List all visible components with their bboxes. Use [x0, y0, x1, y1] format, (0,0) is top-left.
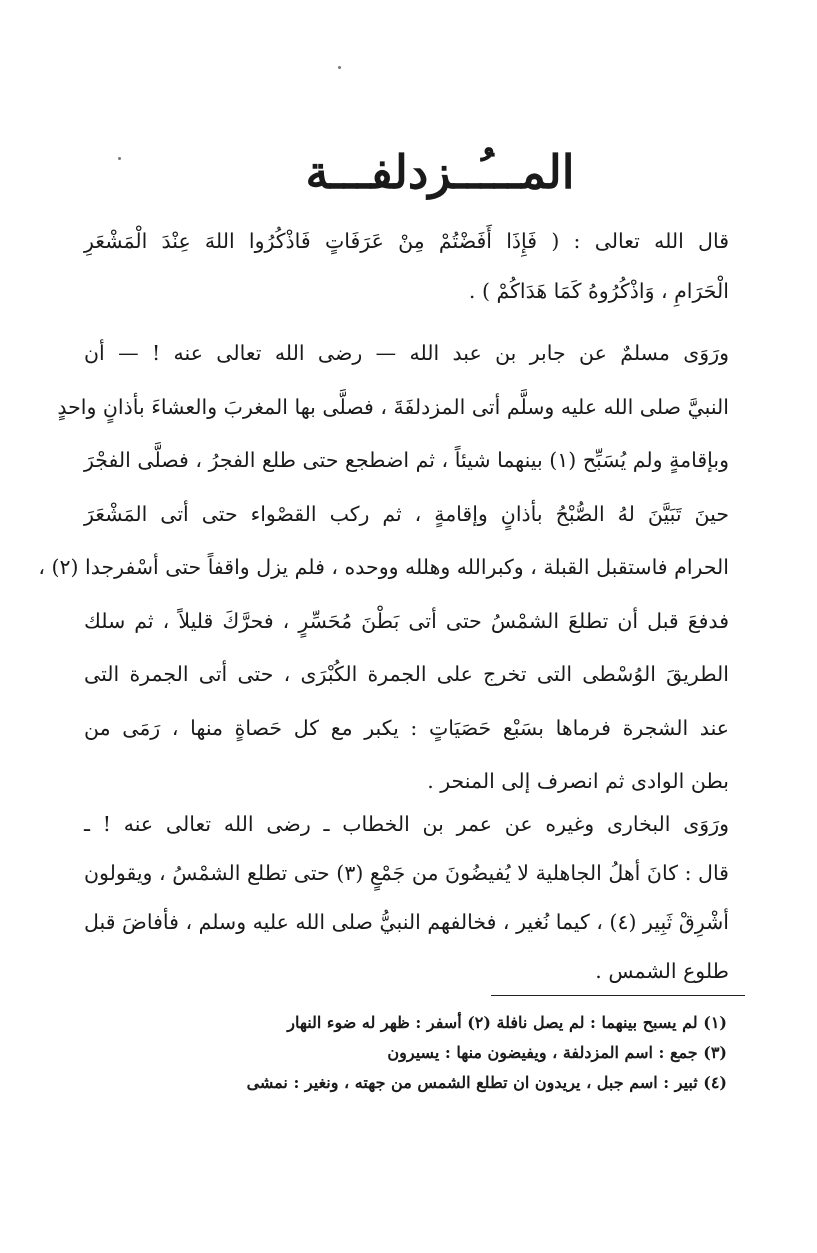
text-line: الْحَرَامِ ، وَاذْكُرُوهُ كَمَا هَدَاكُمْ ) .: [468, 279, 729, 303]
text-line: أشْرِقْ ثَبِير (٤) ، كيما نُغير ، فخالفهم النبيُّ صلى الله عليه وسلم ، فأفاضَ قبل: [84, 910, 730, 934]
text-line: الحرام فاستقبل القبلة ، وكبرالله وهلله ووحده ، فلم يزل واقفاً حتى أسْفرجدا (٢) ،: [38, 555, 729, 579]
text-line: حينَ تَبَيَّنَ لهُ الصُّبْحُ بأذانٍ وإقامةٍ ، ثم ركب القصْواء حتى أتى المَشْعَرَ: [84, 501, 729, 526]
footnote: (٣) جمع : اسم المزدلفة ، ويفيضون منها : يسيرون: [387, 1043, 727, 1062]
text-line: وبإقامةٍ ولم يُسَبِّح (١) بينهما شيئاً ، ثم اضطجع حتى طلع الفجرُ ، فصلَّى الفجْرَ: [84, 448, 729, 472]
muslim-hadith-paragraph: [38, 327, 729, 809]
footnote: (٤) ثبير : اسم جبل ، يريدون ان تطلع الشمس من جهته ، ونغير : نمشى: [246, 1073, 727, 1092]
text-line: فدفعَ قبل أن تطلعَ الشمْسُ حتى أتى بَطْنَ مُحَسِّرٍ ، فحرَّكَ قليلاً ، ثم سلك: [84, 608, 729, 633]
text-line: بطن الوادى ثم انصرف إلى المنحر .: [427, 769, 729, 793]
bukhari-hadith-paragraph: [84, 800, 729, 996]
text-line: الطريقَ الوُسْطى التى تخرج على الجمرة الكُبْرَى ، حتى أتى الجمرة التى: [84, 662, 729, 686]
footnotes: [167, 1008, 727, 1098]
text-line: عند الشجرة فرماها بسَبْع حَصَيَاتٍ : يكبر مع كل حَصاةٍ منها ، رَمَى من: [84, 715, 729, 740]
footnote: (١) لم يسبح بينهما : لم يصل نافلة (٢) أسفر : ظهر له ضوء النهار: [287, 1013, 727, 1032]
footnote-divider: [491, 995, 745, 996]
quran-verse-paragraph: [84, 216, 729, 316]
text-line: قال : كانَ أهلُ الجاهلية لا يُفيضُونَ من جَمْعٍ (٣) حتى تطلع الشمْسُ ، ويقولون: [84, 861, 729, 885]
page-title: المـــُــزدلفـــة: [305, 145, 575, 199]
text-line: ورَوَى البخارى وغيره عن عمر بن الخطاب ـ رضى الله تعالى عنه ! ـ: [84, 812, 729, 836]
scan-speck: [338, 66, 341, 69]
text-line: قال الله تعالى : ( فَإِذَا أَفَضْتُمْ مِنْ عَرَفَاتٍ فَاذْكُرُوا اللهَ عِنْدَ الْمَشْعَرِ: [84, 229, 729, 253]
text-line: النبيَّ صلى الله عليه وسلَّم أتى المزدلفَةَ ، فصلَّى بها المغربَ والعشاءَ بأذانٍ واحدٍ: [57, 394, 729, 419]
scan-speck: [118, 157, 121, 160]
text-line: طلوع الشمس .: [595, 959, 729, 983]
text-line: ورَوَى مسلمٌ عن جابر بن عبد الله — رضى الله تعالى عنه ! — أن: [84, 341, 729, 365]
